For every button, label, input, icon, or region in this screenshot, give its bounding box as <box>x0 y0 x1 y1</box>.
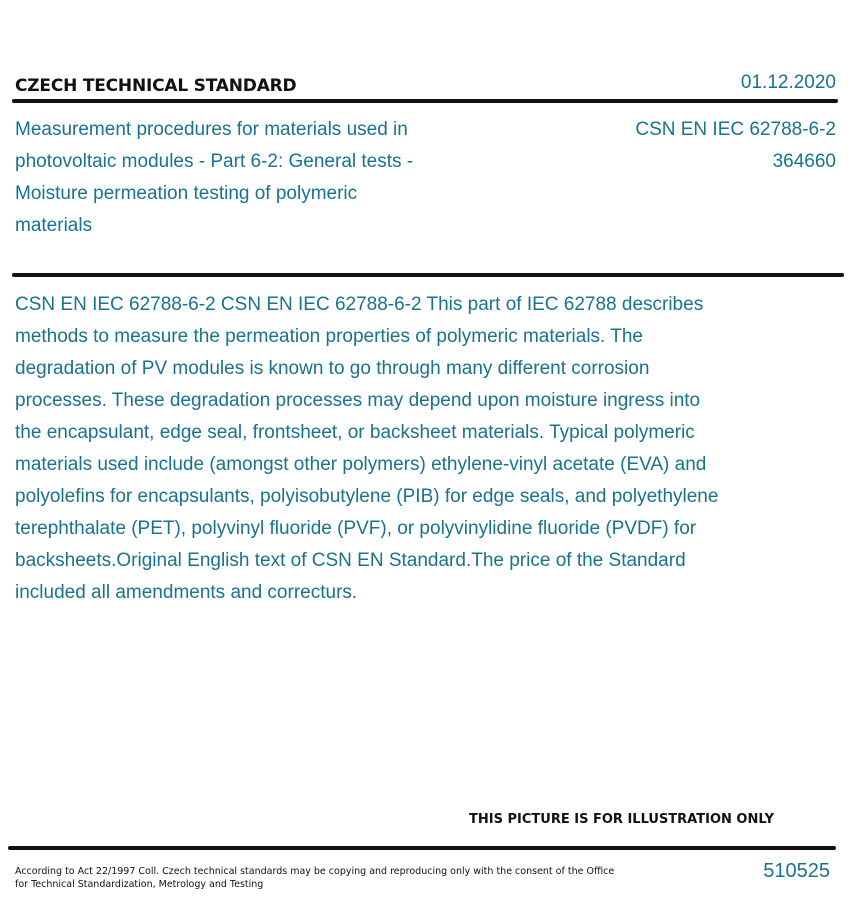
standard-title: Measurement procedures for materials used in photovoltaic modules - Part 6-2: General tests - Moisture permeation testing of polymeric materials <box>15 119 414 236</box>
illustration-note: THIS PICTURE IS FOR ILLUSTRATION ONLY <box>469 812 774 827</box>
standard-code-block <box>635 114 836 178</box>
standard-code: CSN EN IEC 62788-6-2 <box>635 119 836 140</box>
legal-notice-line-1: According to Act 22/1997 Coll. Czech technical standards may be copying and reproducing only with the consent of the Office <box>15 866 615 877</box>
legal-notice-line-2: for Technical Standardization, Metrology and Testing <box>15 879 264 890</box>
footer-rule <box>8 846 836 850</box>
header-rule <box>12 99 838 103</box>
catalog-number: 510525 <box>763 860 830 882</box>
standard-class-number: 364660 <box>772 151 836 172</box>
document-type-heading: CZECH TECHNICAL STANDARD <box>15 76 297 96</box>
title-rule <box>12 273 844 277</box>
standard-description: CSN EN IEC 62788-6-2 CSN EN IEC 62788-6-2 This part of IEC 62788 describes methods to measure the permeation properties of polymeric materials. The degradation of PV modules is known to go through many different corrosion processes. These degradation processes may depend upon moisture ingress into the encapsulant, edge seal, frontsheet, or backsheet materials. Typical polymeric materials used include (amongst other polymers) ethylene-vinyl acetate (EVA) and polyolefins for encapsulants, polyisobutylene (PIB) for edge seals, and polyethylene terephthalate (PET), polyvinyl fluoride (PVF), or polyvinylidine fluoride (PVDF) for backsheets.Original English text of CSN EN Standard.The price of the Standard included all amendments and correcturs. <box>15 294 719 603</box>
legal-notice <box>15 865 615 891</box>
publication-date: 01.12.2020 <box>740 72 836 93</box>
